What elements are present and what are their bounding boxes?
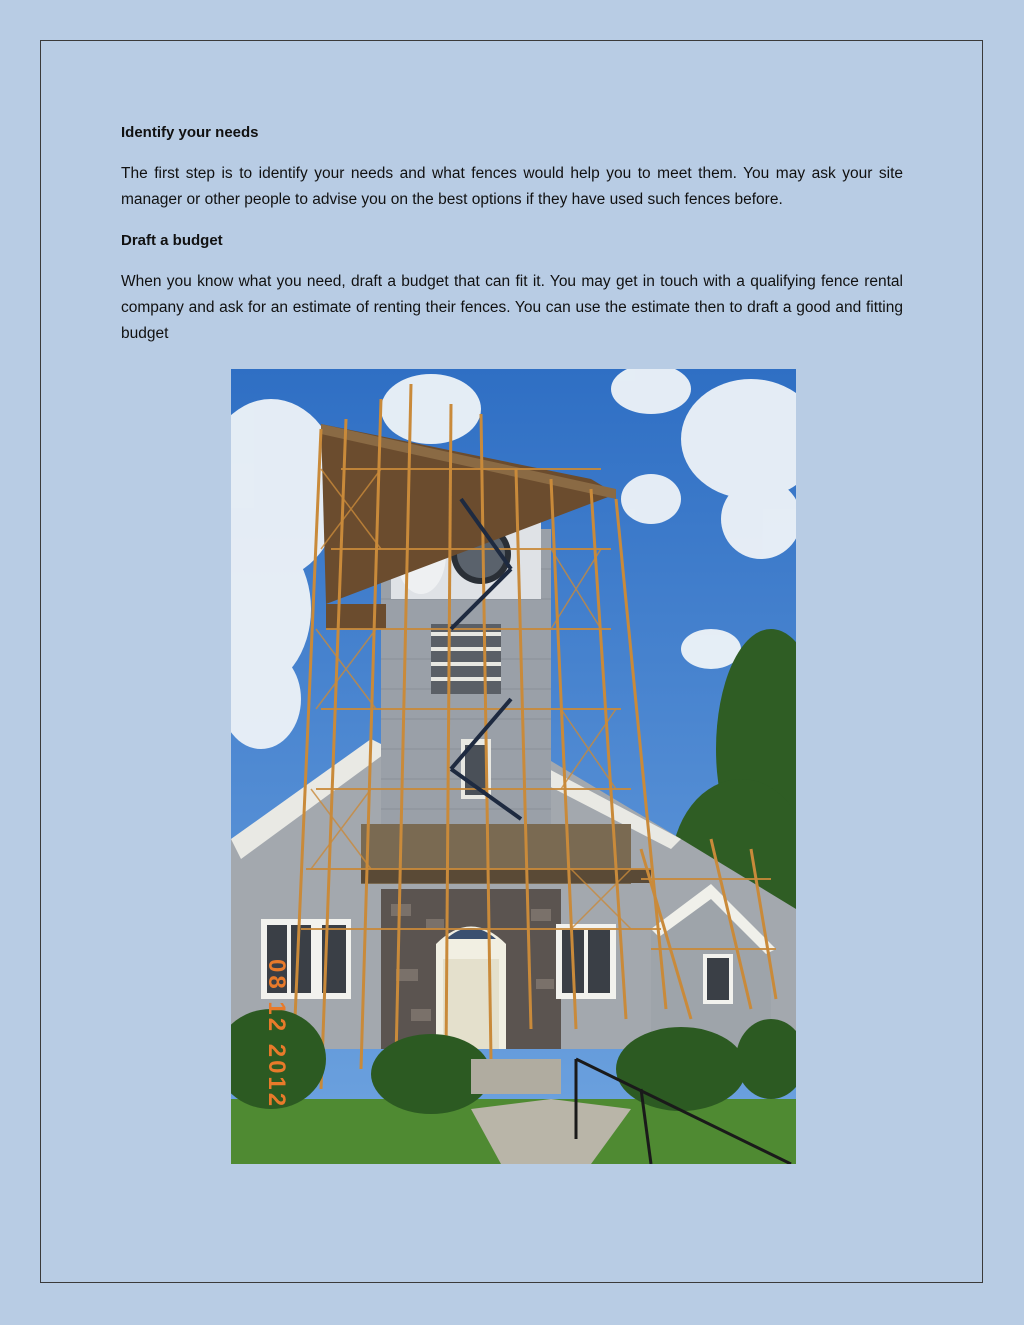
- section-paragraph-identify-needs: The first step is to identify your needs and what fences would help you to meet them. You may ask your site manager or other people to advise you on the best options if they have used such fences before.: [121, 165, 903, 208]
- document-body: [121, 118, 903, 347]
- section-heading-draft-budget: Draft a budget: [121, 232, 223, 249]
- scaffolded-church-tower-photo: [231, 369, 796, 1164]
- section-heading-identify-needs: Identify your needs: [121, 124, 259, 141]
- photo-date-stamp: 08 12 2012: [263, 959, 290, 1110]
- section-paragraph-draft-budget: When you know what you need, draft a budget that can fit it. You may get in touch with a qualifying fence rental company and ask for an estimate of renting their fences. You can use the estimate then to draft a good and fitting budget: [121, 273, 903, 342]
